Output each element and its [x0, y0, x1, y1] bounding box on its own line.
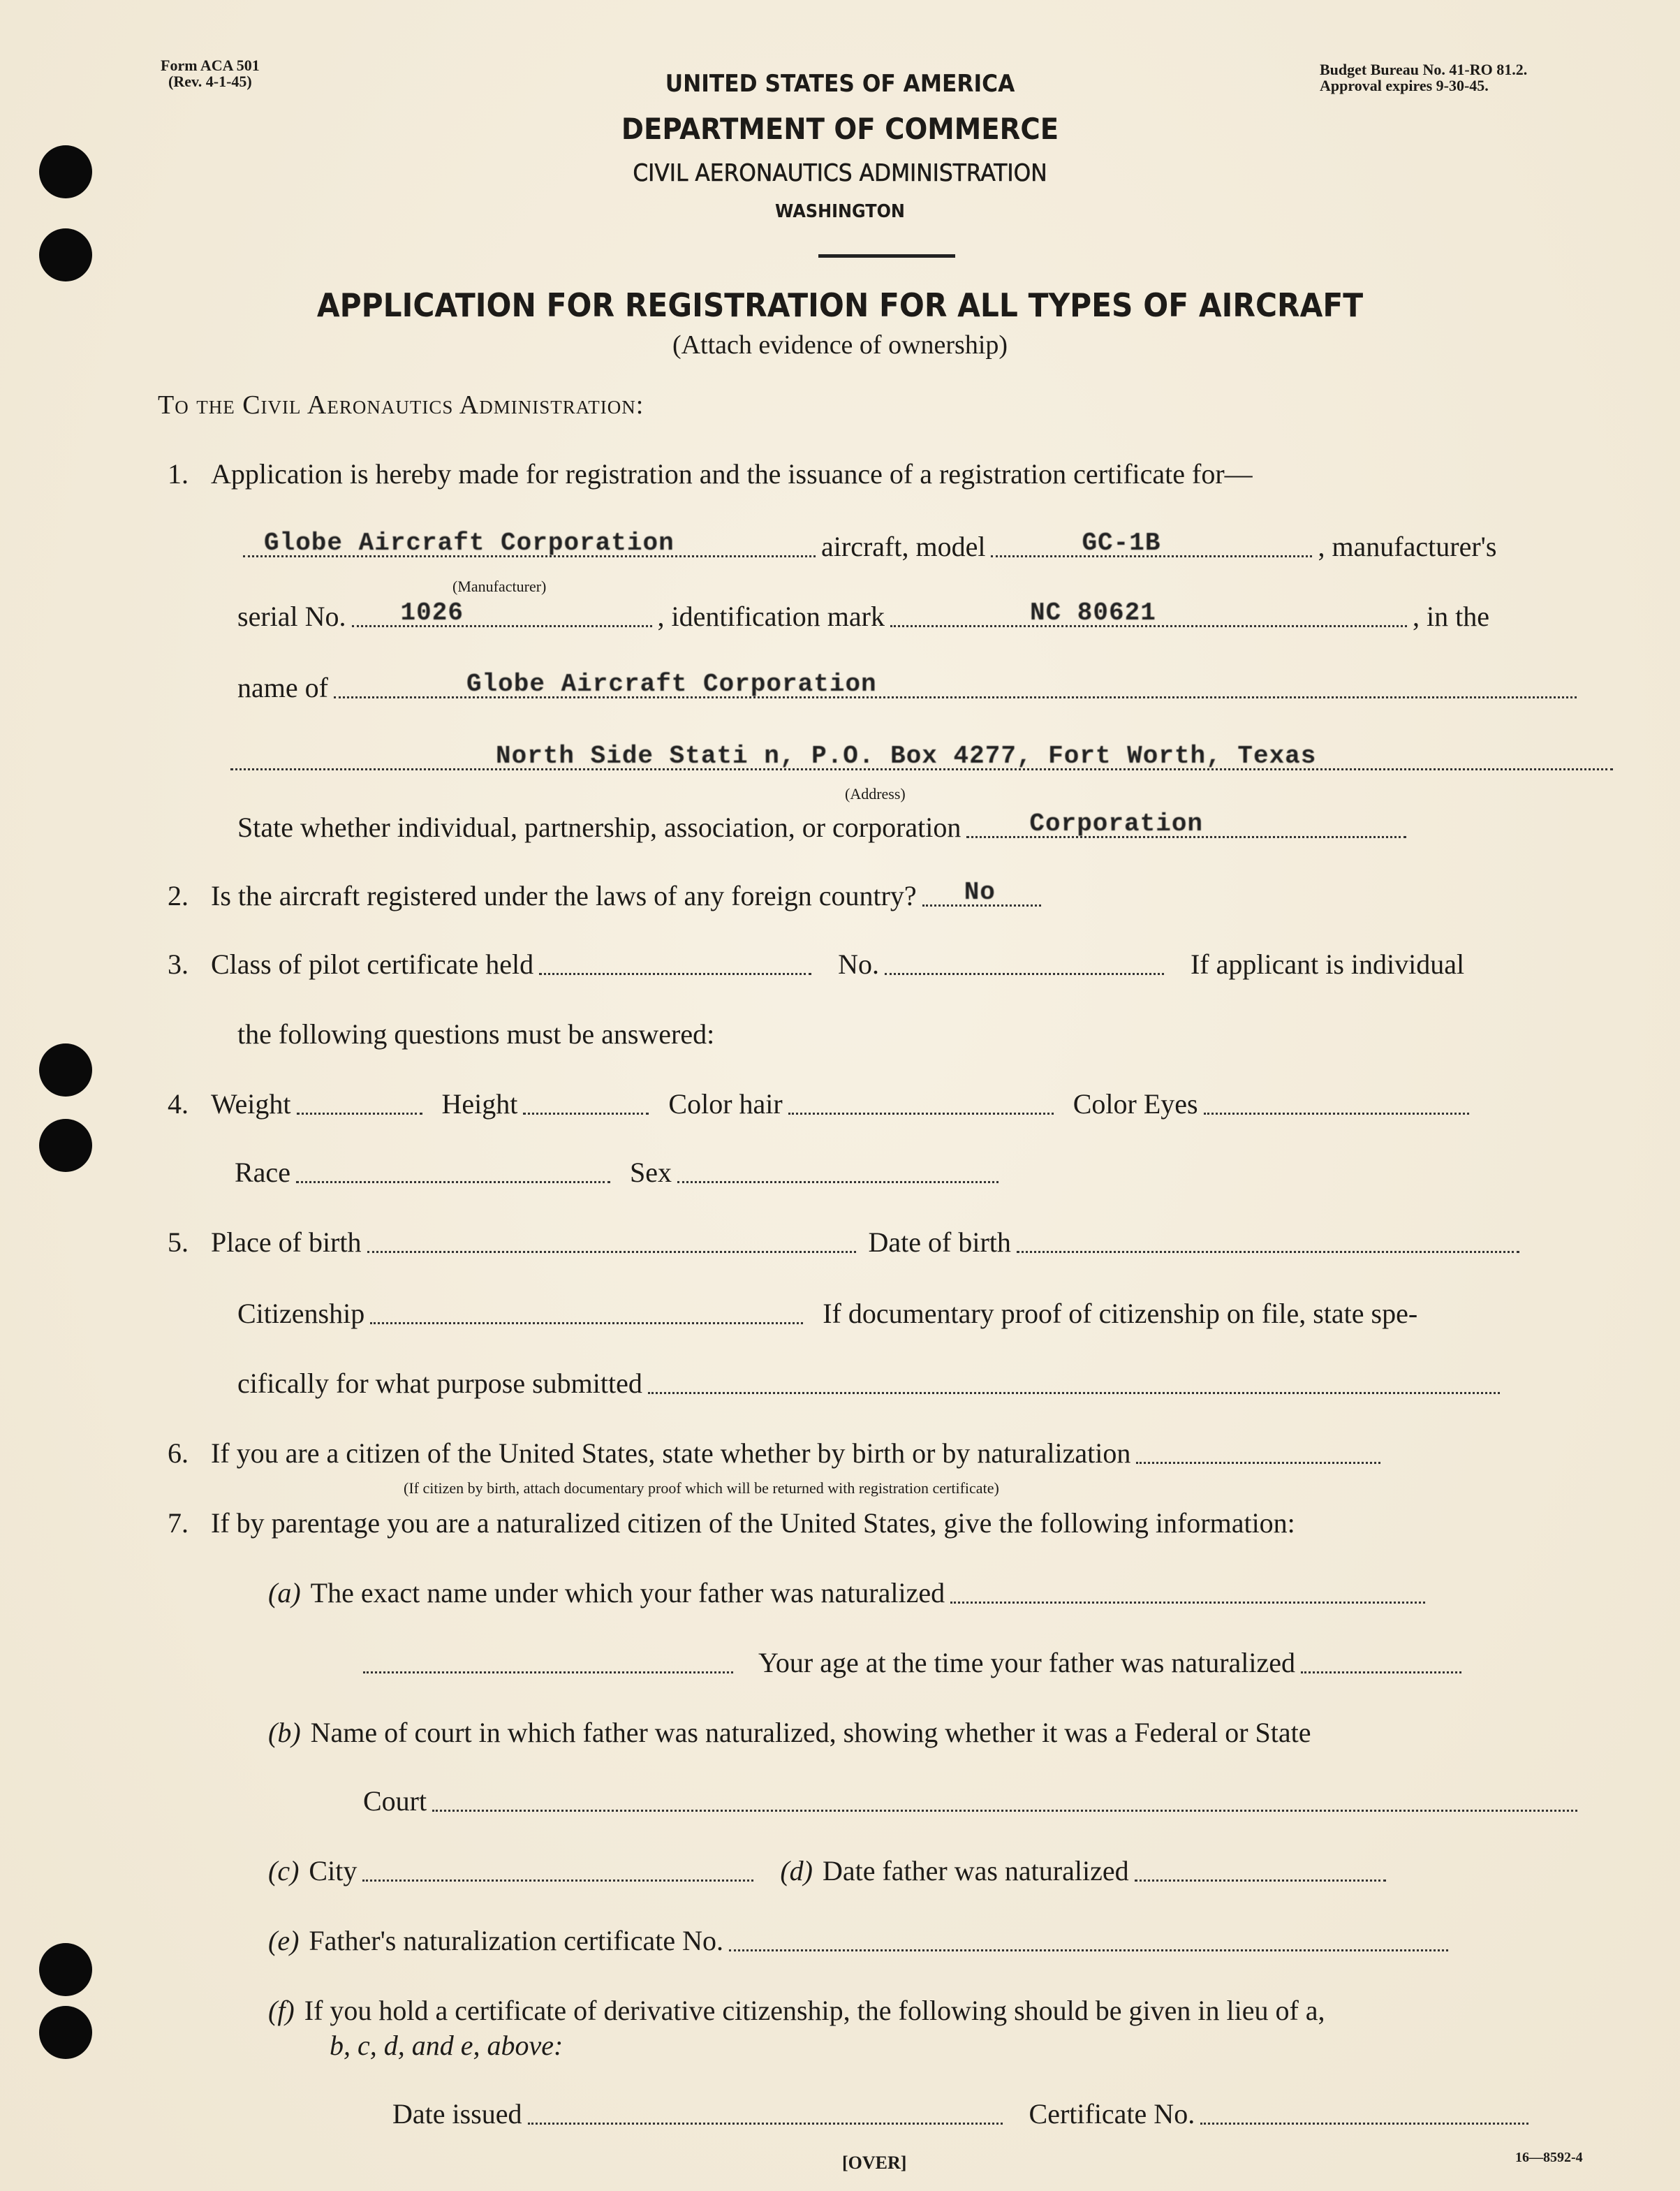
pilot-class-field[interactable]	[539, 948, 811, 975]
subitem-letter: (e)	[268, 1925, 300, 1956]
header-city: WASHINGTON	[775, 201, 905, 222]
naturalization-date-field[interactable]	[1135, 1854, 1386, 1882]
hair-color-field[interactable]	[788, 1087, 1054, 1115]
eye-color-field[interactable]	[1204, 1087, 1469, 1115]
city-label: City	[309, 1855, 358, 1886]
manufacturers-label: , manufacturer's	[1318, 531, 1497, 562]
form-revision: (Rev. 4-1-45)	[168, 73, 252, 91]
foreign-registration-field[interactable]	[922, 879, 1041, 907]
height-label: Height	[441, 1088, 518, 1120]
form-number-text: Form ACA 501	[161, 57, 260, 74]
item-number: 5.	[168, 1226, 189, 1258]
item1-text: Application is hereby made for registration and the issuance of a registration certificate for—	[211, 458, 1253, 490]
sex-label: Sex	[629, 1157, 672, 1188]
city-field[interactable]	[362, 1854, 753, 1882]
father-cert-no-label: Father's naturalization certificate No.	[309, 1925, 724, 1956]
ident-field[interactable]	[890, 600, 1407, 627]
subitem-letter: (f)	[268, 1995, 295, 2026]
item-number: 2.	[168, 880, 189, 911]
owner-name-field[interactable]	[334, 671, 1577, 698]
date-issued-field[interactable]	[528, 2097, 1003, 2125]
hair-color-label: Color hair	[668, 1088, 783, 1120]
individual-note-cont: the following questions must be answered:	[237, 1018, 715, 1050]
birthplace-field[interactable]	[367, 1226, 856, 1253]
manufacturer-field[interactable]	[243, 529, 816, 595]
address-caption: (Address)	[845, 785, 906, 803]
punch-hole	[39, 1119, 92, 1172]
date-issued-label: Date issued	[392, 2098, 522, 2130]
punch-hole	[39, 1043, 92, 1097]
item-number: 4.	[168, 1088, 189, 1120]
father-cert-no-field[interactable]	[729, 1924, 1448, 1951]
model-label: aircraft, model	[821, 531, 986, 562]
age-at-naturalization-label: Your age at the time your father was naturalized	[758, 1647, 1296, 1678]
subitem-letter: (a)	[268, 1577, 301, 1609]
serial-value: 1026	[400, 599, 464, 627]
pilot-cert-no-field[interactable]	[885, 948, 1164, 975]
citizenship-basis-field[interactable]	[1136, 1437, 1380, 1464]
citizenship-basis-note: (If citizen by birth, attach documentary proof which will be returned with registration certificate)	[404, 1479, 999, 1497]
name-of-label: name of	[237, 672, 328, 703]
individual-note: If applicant is individual	[1190, 948, 1465, 980]
citizenship-proof-label-cont: cifically for what purpose submitted	[237, 1368, 642, 1399]
punch-hole	[39, 1943, 92, 1996]
approval-expires: Approval expires 9-30-45.	[1320, 77, 1489, 95]
entity-type-field[interactable]	[966, 811, 1406, 838]
model-value: GC-1B	[1082, 529, 1161, 557]
model-field[interactable]	[991, 530, 1312, 557]
ident-value: NC 80621	[1029, 599, 1156, 627]
height-field[interactable]	[523, 1087, 649, 1115]
race-label: Race	[235, 1157, 290, 1188]
item-number: 1.	[168, 458, 189, 490]
race-field[interactable]	[296, 1156, 610, 1183]
owner-name-value: Globe Aircraft Corporation	[466, 670, 877, 698]
subitem-letter: (b)	[268, 1717, 301, 1748]
eye-color-label: Color Eyes	[1073, 1088, 1198, 1120]
item-number: 6.	[168, 1437, 189, 1469]
header-administration: CIVIL AERONAUTICS ADMINISTRATION	[633, 159, 1047, 187]
citizenship-label: Citizenship	[237, 1298, 365, 1329]
entity-type-label: State whether individual, partnership, association, or corporation	[237, 812, 961, 843]
birthdate-field[interactable]	[1017, 1226, 1519, 1253]
address-value: North Side Stati n, P.O. Box 4277, Fort Worth, Texas	[496, 742, 1317, 770]
item7-text: If by parentage you are a naturalized citizen of the United States, give the following information:	[211, 1507, 1295, 1539]
header-country: UNITED STATES OF AMERICA	[665, 70, 1015, 98]
father-name-field[interactable]	[950, 1576, 1425, 1604]
citizenship-proof-field[interactable]	[648, 1367, 1500, 1394]
weight-label: Weight	[211, 1088, 291, 1120]
punch-hole	[39, 2006, 92, 2059]
print-code: 16—8592-4	[1515, 2150, 1583, 2165]
citizenship-field[interactable]	[370, 1297, 803, 1324]
pilot-class-label: Class of pilot certificate held	[211, 948, 534, 980]
birthplace-label: Place of birth	[211, 1226, 362, 1258]
subitem-letter: (d)	[780, 1855, 813, 1886]
subitem-letter: (c)	[268, 1855, 300, 1886]
header-rule	[818, 254, 955, 258]
birthdate-label: Date of birth	[868, 1226, 1011, 1258]
address-field[interactable]	[230, 742, 1613, 803]
certificate-no-label: Certificate No.	[1029, 2098, 1195, 2130]
citizenship-proof-label: If documentary proof of citizenship on file, state spe-	[823, 1298, 1418, 1329]
derivative-cert-label-cont: b, c, d, and e, above:	[330, 2030, 563, 2061]
ident-label: , identification mark	[657, 601, 885, 632]
serial-field[interactable]	[352, 600, 652, 627]
in-the-label: , in the	[1412, 601, 1489, 632]
over-indicator: [OVER]	[842, 2153, 907, 2173]
punch-hole	[39, 228, 92, 281]
manufacturer-caption: (Manufacturer)	[452, 578, 547, 595]
father-name-label: The exact name under which your father was naturalized	[310, 1577, 945, 1609]
budget-bureau-no: Budget Bureau No. 41-RO 81.2.	[1320, 61, 1528, 78]
age-at-naturalization-field[interactable]	[1301, 1646, 1461, 1673]
court-label-cont: Court	[363, 1785, 427, 1817]
item-number: 3.	[168, 948, 189, 980]
derivative-cert-label: If you hold a certificate of derivative citizenship, the following should be given in lieu of a,	[304, 1995, 1325, 2026]
item-number: 7.	[168, 1507, 189, 1539]
weight-field[interactable]	[297, 1087, 422, 1115]
entity-type-value: Corporation	[1029, 809, 1204, 838]
form-title: APPLICATION FOR REGISTRATION FOR ALL TYPES OF AIRCRAFT	[316, 286, 1364, 324]
father-name-field-cont[interactable]	[363, 1646, 733, 1673]
salutation: To the Civil Aeronautics Administration:	[158, 390, 644, 420]
court-label: Name of court in which father was naturalized, showing whether it was a Federal or State	[310, 1717, 1311, 1748]
form-subtitle: (Attach evidence of ownership)	[672, 330, 1008, 360]
citizenship-basis-label: If you are a citizen of the United States, state whether by birth or by naturalization	[211, 1437, 1131, 1469]
naturalization-date-label: Date father was naturalized	[822, 1855, 1129, 1886]
certificate-no-field[interactable]	[1200, 2097, 1528, 2125]
court-field[interactable]	[432, 1785, 1577, 1812]
item2-text: Is the aircraft registered under the laws of any foreign country?	[211, 880, 917, 911]
header-department: DEPARTMENT OF COMMERCE	[621, 112, 1059, 146]
pilot-cert-no-label: No.	[838, 948, 879, 980]
foreign-registration-value: No	[964, 878, 996, 907]
manufacturer-value: Globe Aircraft Corporation	[264, 529, 675, 557]
sex-field[interactable]	[677, 1156, 999, 1183]
serial-label: serial No.	[237, 601, 346, 632]
